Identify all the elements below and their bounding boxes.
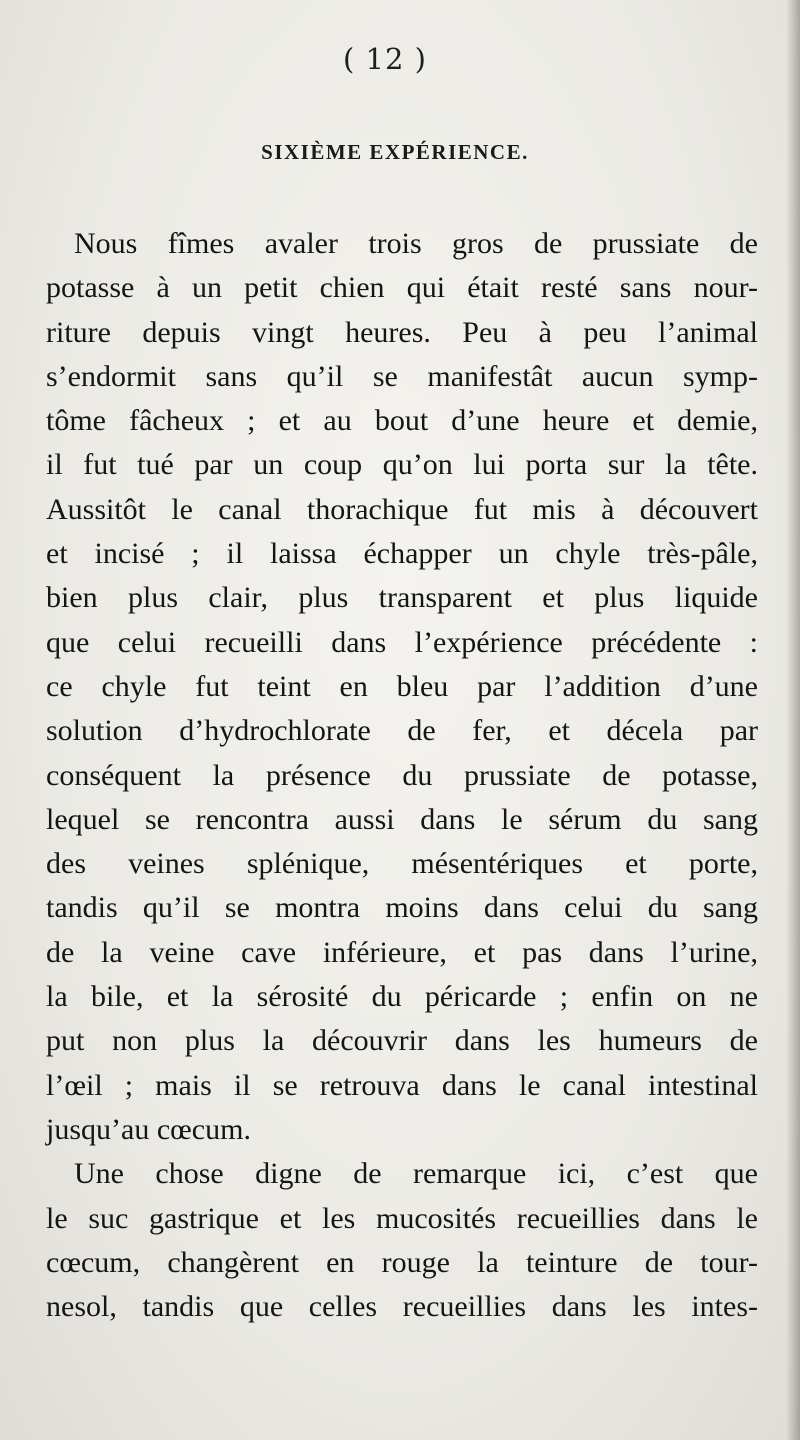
text-line: tôme fâcheux ; et au bout d’une heure et demie, — [46, 404, 758, 438]
text-line: Une chose digne de remarque ici, c’est que — [74, 1157, 758, 1191]
text-line: et incisé ; il laissa échapper un chyle très-pâle, — [46, 537, 758, 571]
text-line: potasse à un petit chien qui était resté sans nour- — [46, 271, 758, 305]
text-line: des veines splénique, mésentériques et porte, — [46, 847, 758, 881]
text-line: le suc gastrique et les mucosités recueillies dans le — [46, 1201, 758, 1235]
text-line: Aussitôt le canal thorachique fut mis à découvert — [46, 492, 758, 526]
text-line: jusqu’au cœcum. — [46, 1112, 251, 1146]
paragraph-2 — [46, 1152, 758, 1329]
text-line: put non plus la découvrir dans les humeurs de — [46, 1024, 758, 1058]
text-line: riture depuis vingt heures. Peu à peu l’animal — [46, 315, 758, 349]
body-text — [46, 222, 758, 1329]
text-line: ce chyle fut teint en bleu par l’addition d’une — [46, 669, 758, 703]
text-line: nesol, tandis que celles recueillies dans les intes- — [46, 1290, 758, 1324]
text-line: s’endormit sans qu’il se manifestât aucun symp- — [46, 359, 758, 393]
text-line: tandis qu’il se montra moins dans celui du sang — [46, 891, 758, 925]
text-line: que celui recueilli dans l’expérience précédente : — [46, 625, 758, 659]
section-heading: SIXIÈME EXPÉRIENCE. — [261, 140, 529, 164]
text-line: Nous fîmes avaler trois gros de prussiate de — [74, 227, 758, 260]
text-line: conséquent la présence du prussiate de potasse, — [46, 758, 758, 792]
text-line: lequel se rencontra aussi dans le sérum du sang — [46, 802, 758, 836]
text-line: il fut tué par un coup qu’on lui porta sur la tête. — [46, 448, 758, 482]
text-line: l’œil ; mais il se retrouva dans le canal intestinal — [46, 1068, 758, 1102]
page-number: ( 12 ) — [343, 42, 427, 76]
text-line: cœcum, changèrent en rouge la teinture de tour- — [46, 1245, 758, 1279]
text-line: la bile, et la sérosité du péricarde ; enfin on ne — [46, 980, 758, 1014]
paragraph-1 — [46, 222, 758, 1152]
text-line: solution d’hydrochlorate de fer, et décela par — [46, 714, 758, 748]
page-edge-shadow — [786, 0, 800, 1440]
text-line: de la veine cave inférieure, et pas dans l’urine, — [46, 935, 758, 969]
text-line: bien plus clair, plus transparent et plus liquide — [46, 581, 758, 615]
